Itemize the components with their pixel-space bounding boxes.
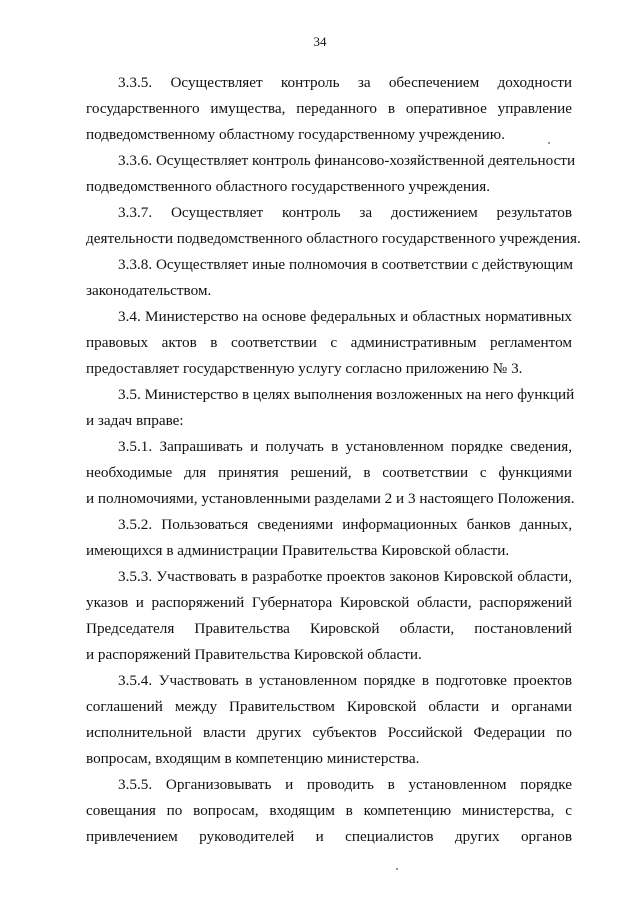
text-line: имеющихся в администрации Правительства Кировской области. bbox=[86, 542, 510, 559]
text-line: 3.3.5. Осуществляет контроль за обеспечением доходности bbox=[118, 74, 572, 91]
text-line: законодательством. bbox=[86, 282, 212, 299]
text-line: 3.4. Министерство на основе федеральных и областных нормативных bbox=[118, 308, 572, 325]
text-line: Председателя Правительства Кировской области, постановлений bbox=[86, 620, 572, 637]
text-line: и распоряжений Правительства Кировской области. bbox=[86, 646, 422, 663]
text-line: 3.5.1. Запрашивать и получать в установленном порядке сведения, bbox=[118, 438, 572, 455]
text-line: деятельности подведомственного областного государственного учреждения. bbox=[86, 230, 581, 247]
text-line: соглашений между Правительством Кировской области и органами bbox=[86, 698, 572, 715]
scan-speck bbox=[548, 142, 550, 144]
text-line: и полномочиями, установленными разделами 2 и 3 настоящего Положения. bbox=[86, 490, 575, 507]
text-line: 3.5.5. Организовывать и проводить в установленном порядке bbox=[118, 776, 572, 793]
text-line: 3.5. Министерство в целях выполнения возложенных на него функций bbox=[118, 386, 575, 403]
page-number: 34 bbox=[313, 34, 327, 49]
text-line: указов и распоряжений Губернатора Кировской области, распоряжений bbox=[86, 594, 572, 611]
text-line: подведомственному областному государственному учреждению. bbox=[86, 126, 505, 143]
text-line: 3.3.6. Осуществляет контроль финансово-хозяйственной деятельности bbox=[118, 152, 576, 169]
text-line: 3.5.2. Пользоваться сведениями информационных банков данных, bbox=[118, 516, 572, 533]
text-line: правовых актов в соответствии с административным регламентом bbox=[86, 334, 572, 351]
text-line: 3.5.3. Участвовать в разработке проектов законов Кировской области, bbox=[118, 568, 572, 585]
text-line: государственного имущества, переданного в оперативное управление bbox=[86, 100, 572, 117]
scan-speck bbox=[396, 868, 398, 870]
text-line: совещания по вопросам, входящим в компетенцию министерства, с bbox=[86, 802, 572, 819]
text-line: вопросам, входящим в компетенцию министерства. bbox=[86, 750, 420, 767]
text-line: подведомственного областного государственного учреждения. bbox=[86, 178, 491, 195]
text-line: 3.5.4. Участвовать в установленном порядке в подготовке проектов bbox=[118, 672, 572, 689]
text-line: привлечением руководителей и специалистов других органов bbox=[86, 828, 572, 845]
text-line: 3.3.7. Осуществляет контроль за достижением результатов bbox=[118, 204, 572, 221]
text-line: исполнительной власти других субъектов Российской Федерации по bbox=[86, 724, 572, 741]
text-line: предоставляет государственную услугу согласно приложению № 3. bbox=[86, 360, 523, 377]
text-line: и задач вправе: bbox=[86, 412, 184, 429]
text-line: необходимые для принятия решений, в соответствии с функциями bbox=[86, 464, 572, 481]
text-line: 3.3.8. Осуществляет иные полномочия в соответствии с действующим bbox=[118, 256, 573, 273]
